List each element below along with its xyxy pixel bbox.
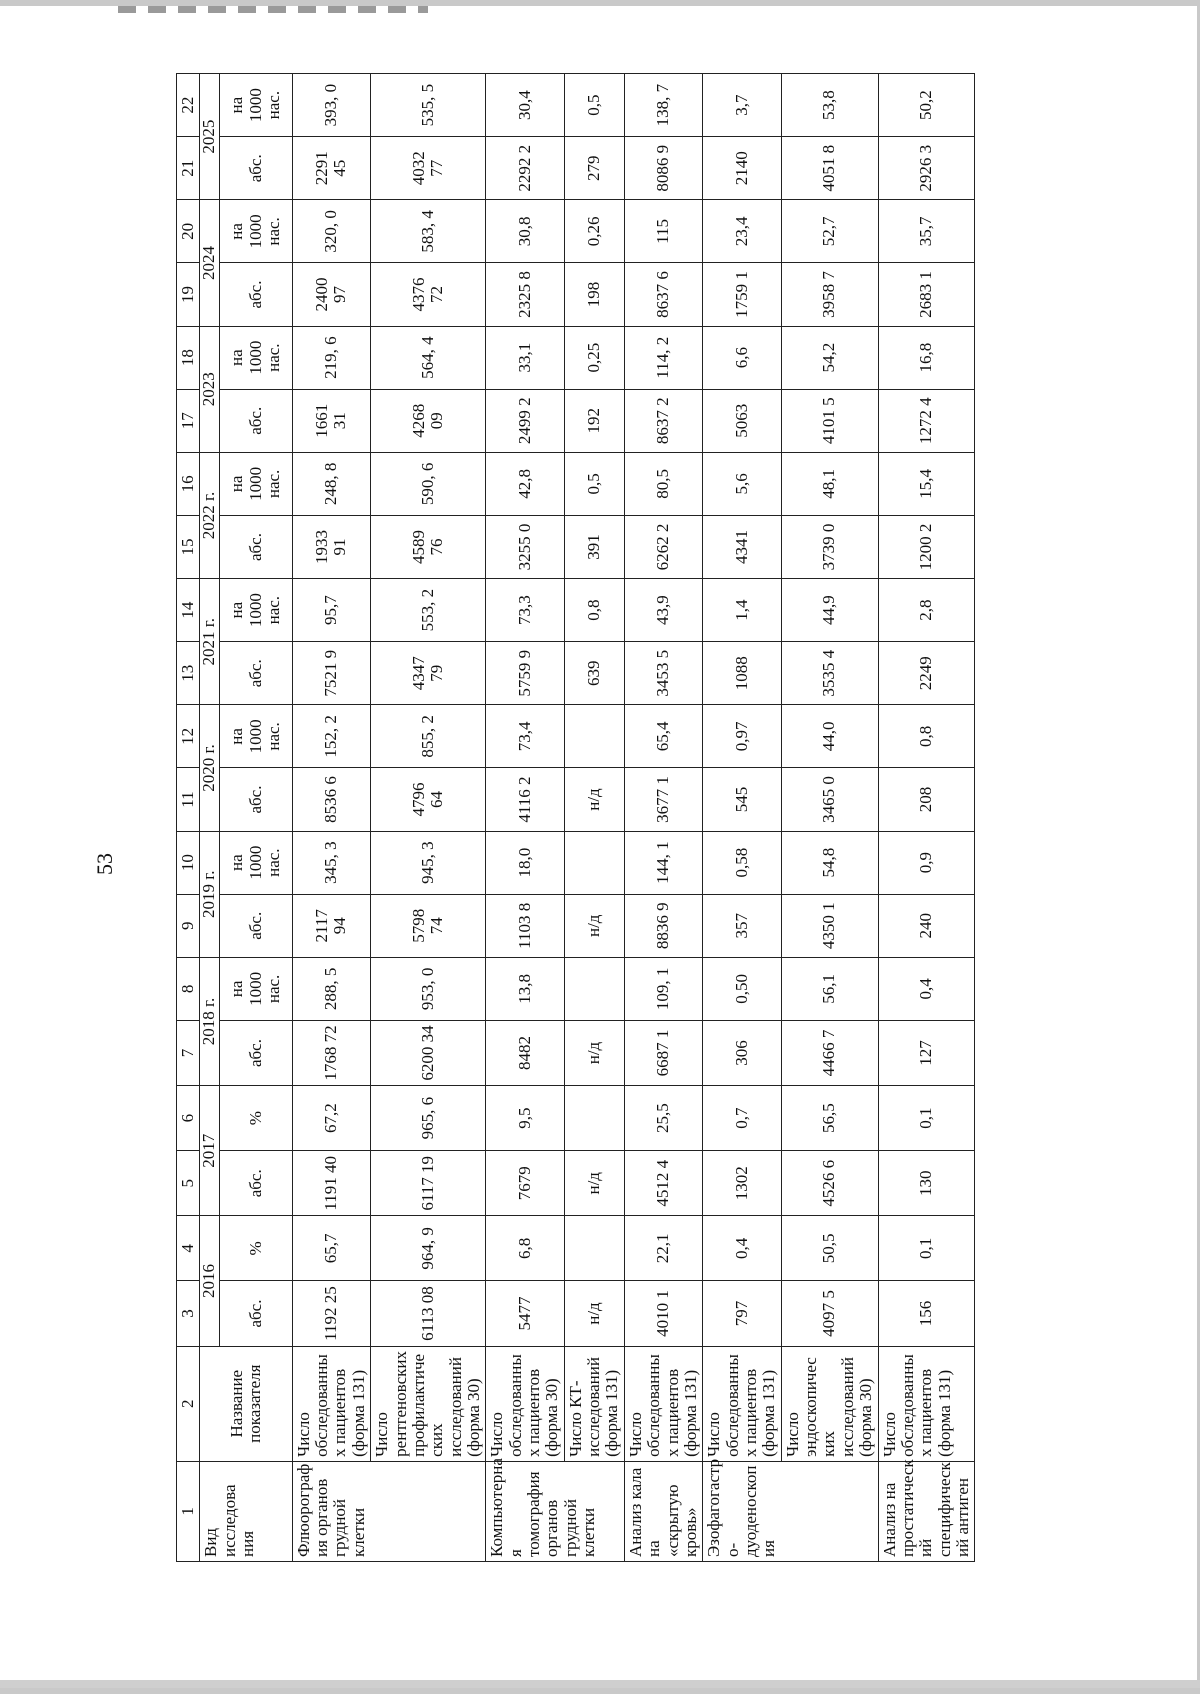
data-cell: 4466 7 xyxy=(781,1020,878,1085)
data-cell: 192 xyxy=(564,389,624,452)
data-cell: 4512 4 xyxy=(624,1151,702,1216)
data-cell: 5063 xyxy=(703,389,781,452)
data-cell: 945, 3 xyxy=(371,831,486,894)
subheader-row xyxy=(219,74,292,1562)
unit-header: абс. xyxy=(219,894,292,957)
data-cell xyxy=(564,1086,624,1151)
data-cell: 391 xyxy=(564,515,624,578)
data-cell: 4032 77 xyxy=(371,137,486,200)
data-cell: 56,1 xyxy=(781,957,878,1020)
data-cell: 0,58 xyxy=(703,831,781,894)
data-cell: 95,7 xyxy=(292,579,370,642)
year-header: 2024 xyxy=(200,200,219,326)
data-cell: н/д xyxy=(564,1281,624,1346)
examination-type: Компьютерна я томография органов грудной клетки xyxy=(486,1461,625,1561)
table-row xyxy=(564,74,624,1562)
data-cell: н/д xyxy=(564,1151,624,1216)
data-cell: 156 xyxy=(878,1281,975,1346)
data-cell: 115 xyxy=(624,200,702,263)
data-cell: 1103 8 xyxy=(486,894,564,957)
indicator-name: Число обследованны х пациентов (форма 131) xyxy=(703,1346,781,1461)
data-cell: 2400 97 xyxy=(292,263,370,326)
unit-header: % xyxy=(219,1216,292,1281)
indicator-name: Число рентгеновских профилактиче ских исследований (форма 30) xyxy=(371,1346,486,1461)
data-cell: 80,5 xyxy=(624,452,702,515)
unit-header: абс. xyxy=(219,263,292,326)
data-cell: 3958 7 xyxy=(781,263,878,326)
data-cell: 545 xyxy=(703,768,781,831)
data-cell xyxy=(564,831,624,894)
document-page xyxy=(0,6,1197,1688)
unit-header: на 1000 нас. xyxy=(219,452,292,515)
data-cell: 535, 5 xyxy=(371,74,486,137)
data-cell: 1191 40 xyxy=(292,1151,370,1216)
column-number: 1 xyxy=(177,1461,200,1561)
data-cell: 1272 4 xyxy=(878,389,975,452)
data-cell: 25,5 xyxy=(624,1086,702,1151)
data-cell: 65,4 xyxy=(624,705,702,768)
data-cell: 564, 4 xyxy=(371,326,486,389)
data-cell: 2,8 xyxy=(878,579,975,642)
data-cell: 288, 5 xyxy=(292,957,370,1020)
data-cell xyxy=(564,1216,624,1281)
data-cell: 0,4 xyxy=(703,1216,781,1281)
unit-header: абс. xyxy=(219,389,292,452)
unit-header: на 1000 нас. xyxy=(219,831,292,894)
data-cell: 0,4 xyxy=(878,957,975,1020)
scan-artifact xyxy=(118,6,428,13)
column-number: 2 xyxy=(177,1346,200,1461)
column-number: 18 xyxy=(177,326,200,389)
indicator-name: Число эндоскопичес ких исследований (форма 30) xyxy=(781,1346,878,1461)
data-cell: 0,8 xyxy=(878,705,975,768)
indicator-name: Число обследованны х пациентов (форма 30) xyxy=(486,1346,564,1461)
data-cell: 18,0 xyxy=(486,831,564,894)
unit-header: абс. xyxy=(219,1281,292,1346)
data-cell: 16,8 xyxy=(878,326,975,389)
data-cell: 1661 31 xyxy=(292,389,370,452)
column-number: 7 xyxy=(177,1020,200,1085)
data-cell: 0,50 xyxy=(703,957,781,1020)
data-cell: 5,6 xyxy=(703,452,781,515)
data-cell: 2249 xyxy=(878,642,975,705)
column-number: 15 xyxy=(177,515,200,578)
data-cell: 6687 1 xyxy=(624,1020,702,1085)
data-cell: 4097 5 xyxy=(781,1281,878,1346)
data-cell: 345, 3 xyxy=(292,831,370,894)
year-header: 2018 г. xyxy=(200,957,219,1085)
data-cell: 2926 3 xyxy=(878,137,975,200)
data-cell: 208 xyxy=(878,768,975,831)
column-number: 20 xyxy=(177,200,200,263)
data-cell: 0,1 xyxy=(878,1216,975,1281)
data-cell: 43,9 xyxy=(624,579,702,642)
data-cell: 8836 9 xyxy=(624,894,702,957)
unit-header: на 1000 нас. xyxy=(219,705,292,768)
column-number: 12 xyxy=(177,705,200,768)
data-cell: 583, 4 xyxy=(371,200,486,263)
data-cell: 3677 1 xyxy=(624,768,702,831)
examination-type: Эзофагогастр о-дуоденоскоп ия xyxy=(703,1461,878,1561)
data-cell: 8482 xyxy=(486,1020,564,1085)
data-cell: 6,8 xyxy=(486,1216,564,1281)
data-cell: 219, 6 xyxy=(292,326,370,389)
examination-type: Анализ на простатическ ий специфическ ий антиген xyxy=(878,1461,975,1561)
data-cell: 2325 8 xyxy=(486,263,564,326)
data-cell: 54,2 xyxy=(781,326,878,389)
column-number: 10 xyxy=(177,831,200,894)
data-cell: 0,5 xyxy=(564,74,624,137)
data-cell: 2140 xyxy=(703,137,781,200)
data-cell: 639 xyxy=(564,642,624,705)
data-cell: 4116 2 xyxy=(486,768,564,831)
data-cell: 35,7 xyxy=(878,200,975,263)
data-cell: 144, 1 xyxy=(624,831,702,894)
data-cell: 1,4 xyxy=(703,579,781,642)
column-number: 4 xyxy=(177,1216,200,1281)
data-cell: 130 xyxy=(878,1151,975,1216)
indicator-name: Число КТ-исследований (форма 131) xyxy=(564,1346,624,1461)
data-cell xyxy=(564,957,624,1020)
unit-header: на 1000 нас. xyxy=(219,326,292,389)
data-cell: 7521 9 xyxy=(292,642,370,705)
data-cell: 44,0 xyxy=(781,705,878,768)
data-cell: 4526 6 xyxy=(781,1151,878,1216)
column-number: 17 xyxy=(177,389,200,452)
data-cell: 3535 4 xyxy=(781,642,878,705)
page-number: 53 xyxy=(92,853,117,875)
data-cell: 1768 72 xyxy=(292,1020,370,1085)
rotated-table-wrapper xyxy=(176,73,1200,1562)
data-cell: 357 xyxy=(703,894,781,957)
year-header: 2023 xyxy=(200,326,219,452)
data-cell: 855, 2 xyxy=(371,705,486,768)
data-cell: 1759 1 xyxy=(703,263,781,326)
data-cell: 198 xyxy=(564,263,624,326)
unit-header: на 1000 нас. xyxy=(219,74,292,137)
data-cell: 109, 1 xyxy=(624,957,702,1020)
table-row xyxy=(878,74,975,1562)
year-header: 2022 г. xyxy=(200,452,219,578)
data-cell: 9,5 xyxy=(486,1086,564,1151)
data-cell: 965, 6 xyxy=(371,1086,486,1151)
data-cell: 65,7 xyxy=(292,1216,370,1281)
data-cell: 2499 2 xyxy=(486,389,564,452)
data-cell: 0,26 xyxy=(564,200,624,263)
data-cell: 4268 09 xyxy=(371,389,486,452)
column-number: 9 xyxy=(177,894,200,957)
data-cell: 114, 2 xyxy=(624,326,702,389)
indicator-name: Число обследованны х пациентов (форма 131) xyxy=(878,1346,975,1461)
data-cell: 953, 0 xyxy=(371,957,486,1020)
unit-header: абс. xyxy=(219,1020,292,1085)
data-cell: 33,1 xyxy=(486,326,564,389)
data-cell xyxy=(564,705,624,768)
unit-header: абс. xyxy=(219,1151,292,1216)
column-number: 21 xyxy=(177,137,200,200)
data-cell: 73,3 xyxy=(486,579,564,642)
data-cell: 0,7 xyxy=(703,1086,781,1151)
data-cell: 3,7 xyxy=(703,74,781,137)
examination-type: Флюорограф ия органов грудной клетки xyxy=(292,1461,486,1561)
column-number: 14 xyxy=(177,579,200,642)
data-cell: 797 xyxy=(703,1281,781,1346)
table-row xyxy=(703,74,781,1562)
data-cell: 22,1 xyxy=(624,1216,702,1281)
data-cell: 52,7 xyxy=(781,200,878,263)
data-cell: 4341 xyxy=(703,515,781,578)
table-row xyxy=(486,74,564,1562)
data-cell: 240 xyxy=(878,894,975,957)
data-cell: 6,6 xyxy=(703,326,781,389)
data-cell: 56,5 xyxy=(781,1086,878,1151)
column-number-row xyxy=(177,74,200,1562)
indicator-name: Число обследованны х пациентов (форма 131) xyxy=(624,1346,702,1461)
data-cell: 54,8 xyxy=(781,831,878,894)
data-cell: 1192 25 xyxy=(292,1281,370,1346)
unit-header: на 1000 нас. xyxy=(219,957,292,1020)
unit-header: абс. xyxy=(219,768,292,831)
screening-statistics-table xyxy=(176,73,975,1562)
column-number: 8 xyxy=(177,957,200,1020)
unit-header: абс. xyxy=(219,137,292,200)
year-header: 2020 г. xyxy=(200,705,219,831)
data-cell: 53,8 xyxy=(781,74,878,137)
year-header: 2017 xyxy=(200,1086,219,1216)
data-cell: 23,4 xyxy=(703,200,781,263)
data-cell: н/д xyxy=(564,894,624,957)
header-kind: Вид исследова ния xyxy=(200,1461,292,1561)
column-number: 22 xyxy=(177,74,200,137)
column-number: 6 xyxy=(177,1086,200,1151)
data-cell: 6117 19 xyxy=(371,1151,486,1216)
data-cell: 5759 9 xyxy=(486,642,564,705)
data-cell: 306 xyxy=(703,1020,781,1085)
data-cell: 7679 xyxy=(486,1151,564,1216)
data-cell: 0,97 xyxy=(703,705,781,768)
data-cell: 8086 9 xyxy=(624,137,702,200)
table-row xyxy=(292,74,370,1562)
data-cell: 590, 6 xyxy=(371,452,486,515)
data-cell: 6262 2 xyxy=(624,515,702,578)
unit-header: абс. xyxy=(219,515,292,578)
year-header: 2021 г. xyxy=(200,579,219,705)
table-row xyxy=(781,74,878,1562)
data-cell: 0,5 xyxy=(564,452,624,515)
data-cell: 320, 0 xyxy=(292,200,370,263)
data-cell: 3465 0 xyxy=(781,768,878,831)
data-cell: 127 xyxy=(878,1020,975,1085)
data-cell: 2683 1 xyxy=(878,263,975,326)
header-indicator-name: Название показателя xyxy=(200,1346,292,1461)
data-cell: 138, 7 xyxy=(624,74,702,137)
data-cell: 73,4 xyxy=(486,705,564,768)
data-cell: 13,8 xyxy=(486,957,564,1020)
unit-header: % xyxy=(219,1086,292,1151)
table-row xyxy=(624,74,702,1562)
data-cell: 30,4 xyxy=(486,74,564,137)
data-cell: 393, 0 xyxy=(292,74,370,137)
year-header-row xyxy=(200,74,219,1562)
year-header: 2016 xyxy=(200,1216,219,1346)
scan-bottom-edge xyxy=(0,1680,1200,1688)
data-cell: 0,1 xyxy=(878,1086,975,1151)
data-cell: 6113 08 xyxy=(371,1281,486,1346)
data-cell: 4347 79 xyxy=(371,642,486,705)
data-cell: 152, 2 xyxy=(292,705,370,768)
unit-header: на 1000 нас. xyxy=(219,579,292,642)
data-cell: 4796 64 xyxy=(371,768,486,831)
data-cell: 0,8 xyxy=(564,579,624,642)
data-cell: 8536 6 xyxy=(292,768,370,831)
unit-header: абс. xyxy=(219,642,292,705)
data-cell: 4350 1 xyxy=(781,894,878,957)
data-cell: 3255 0 xyxy=(486,515,564,578)
column-number: 16 xyxy=(177,452,200,515)
data-cell: 1302 xyxy=(703,1151,781,1216)
examination-type: Анализ кала на «скрытую кровь» xyxy=(624,1461,702,1561)
data-cell: 67,2 xyxy=(292,1086,370,1151)
data-cell: 553, 2 xyxy=(371,579,486,642)
data-cell: 4376 72 xyxy=(371,263,486,326)
data-cell: 0,9 xyxy=(878,831,975,894)
data-cell: 2291 45 xyxy=(292,137,370,200)
unit-header: на 1000 нас. xyxy=(219,200,292,263)
data-cell: 1200 2 xyxy=(878,515,975,578)
data-cell: 5798 74 xyxy=(371,894,486,957)
year-header: 2025 xyxy=(200,74,219,200)
data-cell: 48,1 xyxy=(781,452,878,515)
data-cell: 4101 5 xyxy=(781,389,878,452)
data-cell: 2117 94 xyxy=(292,894,370,957)
data-cell: 4589 76 xyxy=(371,515,486,578)
data-cell: 1933 91 xyxy=(292,515,370,578)
data-cell: 964, 9 xyxy=(371,1216,486,1281)
data-cell: 42,8 xyxy=(486,452,564,515)
table-row xyxy=(371,74,486,1562)
data-cell: 3739 0 xyxy=(781,515,878,578)
data-cell: 248, 8 xyxy=(292,452,370,515)
data-cell: 8637 2 xyxy=(624,389,702,452)
data-cell: 4051 8 xyxy=(781,137,878,200)
data-cell: н/д xyxy=(564,1020,624,1085)
data-cell: 279 xyxy=(564,137,624,200)
year-header: 2019 г. xyxy=(200,831,219,957)
data-cell: 6200 34 xyxy=(371,1020,486,1085)
data-cell: 50,2 xyxy=(878,74,975,137)
data-cell: 3453 5 xyxy=(624,642,702,705)
data-cell: 30,8 xyxy=(486,200,564,263)
data-cell: 5477 xyxy=(486,1281,564,1346)
data-cell: 15,4 xyxy=(878,452,975,515)
data-cell: 0,25 xyxy=(564,326,624,389)
column-number: 3 xyxy=(177,1281,200,1346)
data-cell: 50,5 xyxy=(781,1216,878,1281)
data-cell: 44,9 xyxy=(781,579,878,642)
data-cell: 1088 xyxy=(703,642,781,705)
data-cell: 8637 6 xyxy=(624,263,702,326)
column-number: 11 xyxy=(177,768,200,831)
data-cell: н/д xyxy=(564,768,624,831)
data-cell: 2292 2 xyxy=(486,137,564,200)
column-number: 5 xyxy=(177,1151,200,1216)
data-cell: 4010 1 xyxy=(624,1281,702,1346)
column-number: 19 xyxy=(177,263,200,326)
column-number: 13 xyxy=(177,642,200,705)
indicator-name: Число обследованны х пациентов (форма 131) xyxy=(292,1346,370,1461)
